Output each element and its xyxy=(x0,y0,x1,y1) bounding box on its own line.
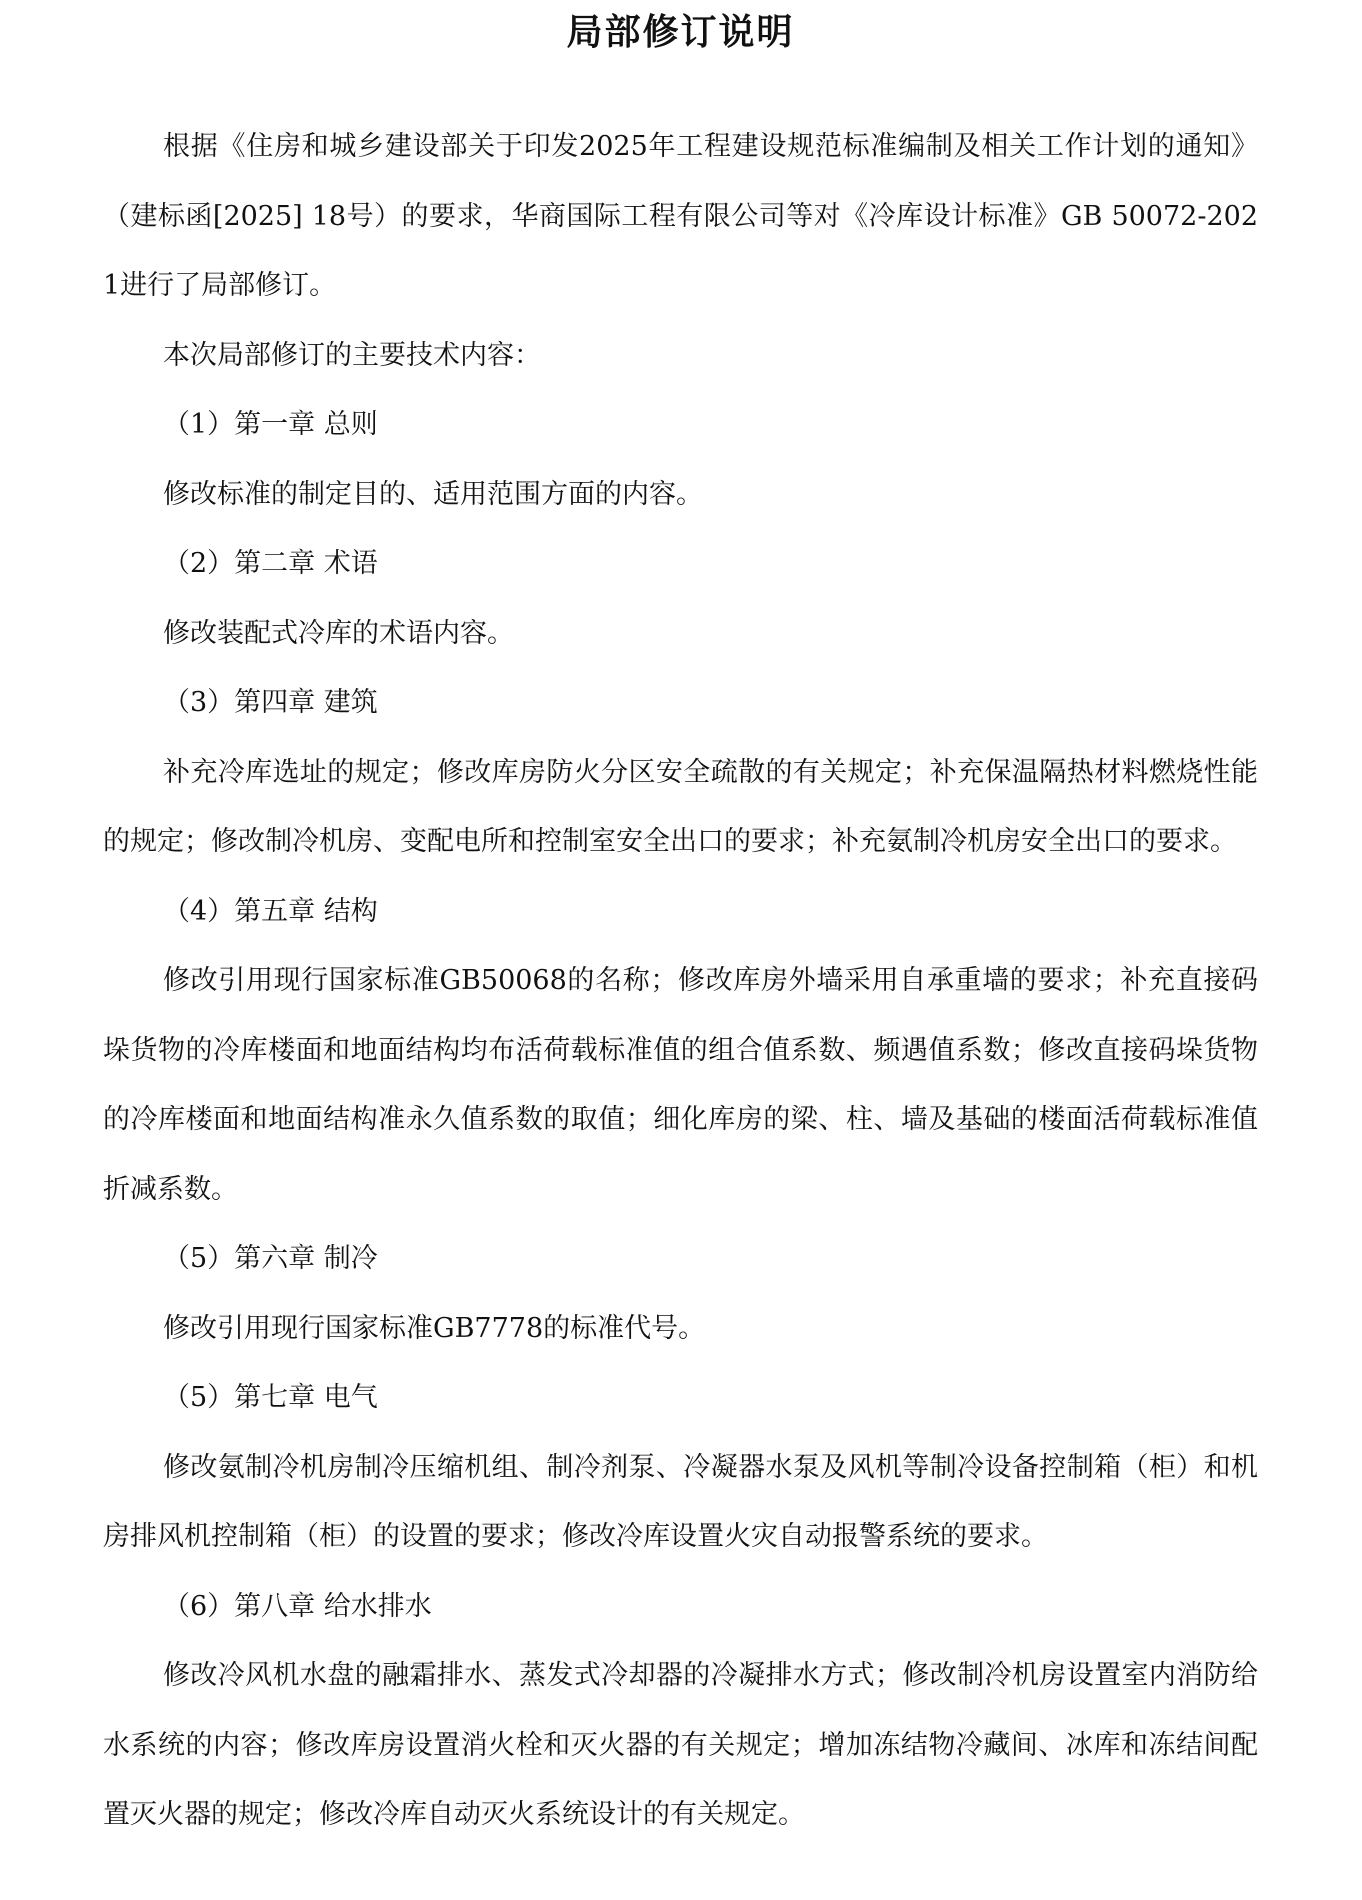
section-heading-structure: （4）第五章 结构 xyxy=(163,895,378,927)
page-title: 局部修订说明 xyxy=(566,12,795,53)
document-body xyxy=(103,112,1258,1850)
section-heading-refrigeration: （5）第六章 制冷 xyxy=(163,1243,378,1274)
section-heading-architecture: （3）第四章 建筑 xyxy=(163,687,378,718)
intro-paragraph: 根据《住房和城乡建设部关于印发2025年工程建设规范标准编制及相关工作计划的通知》（建标函[2025] 18号）的要求，华商国际工程有限公司等对《冷库设计标准》GB 50072-2021进行了局部修订。 xyxy=(103,131,1258,301)
section-heading-general: （1）第一章 总则 xyxy=(163,409,378,440)
section-text-water: 修改冷风机水盘的融霜排水、蒸发式冷却器的冷凝排水方式；修改制冷机房设置室内消防给水系统的内容；修改库房设置消火栓和灭火器的有关规定；增加冻结物冷藏间、冰库和冻结间配置灭火器的规定；修改冷库自动灭火系统设计的有关规定。 xyxy=(103,1660,1258,1830)
section-text-general: 修改标准的制定目的、适用范围方面的内容。 xyxy=(163,478,703,510)
section-text-terms: 修改装配式冷库的术语内容。 xyxy=(163,617,514,649)
section-text-architecture: 补充冷库选址的规定；修改库房防火分区安全疏散的有关规定；补充保温隔热材料燃烧性能的规定；修改制冷机房、变配电所和控制室安全出口的要求；补充氨制冷机房安全出口的要求。 xyxy=(103,756,1258,857)
section-text-electrical: 修改氨制冷机房制冷压缩机组、制冷剂泵、冷凝器水泵及风机等制冷设备控制箱（柜）和机房排风机控制箱（柜）的设置的要求；修改冷库设置火灾自动报警系统的要求。 xyxy=(103,1451,1258,1552)
summary-lead: 本次局部修订的主要技术内容： xyxy=(163,339,541,371)
section-heading-terms: （2）第二章 术语 xyxy=(163,548,378,579)
section-text-structure: 修改引用现行国家标准GB50068的名称；修改库房外墙采用自承重墙的要求；补充直接码垛货物的冷库楼面和地面结构均布活荷载标准值的组合值系数、频遇值系数；修改直接码垛货物的冷库楼面和地面结构准永久值系数的取值；细化库房的梁、柱、墙及基础的楼面活荷载标准值折减系数。 xyxy=(103,965,1258,1205)
document-page xyxy=(103,0,1258,1850)
section-text-refrigeration: 修改引用现行国家标准GB7778的标准代号。 xyxy=(163,1312,706,1344)
section-heading-water: （6）第八章 给水排水 xyxy=(163,1590,432,1622)
section-heading-electrical: （5）第七章 电气 xyxy=(163,1382,378,1413)
